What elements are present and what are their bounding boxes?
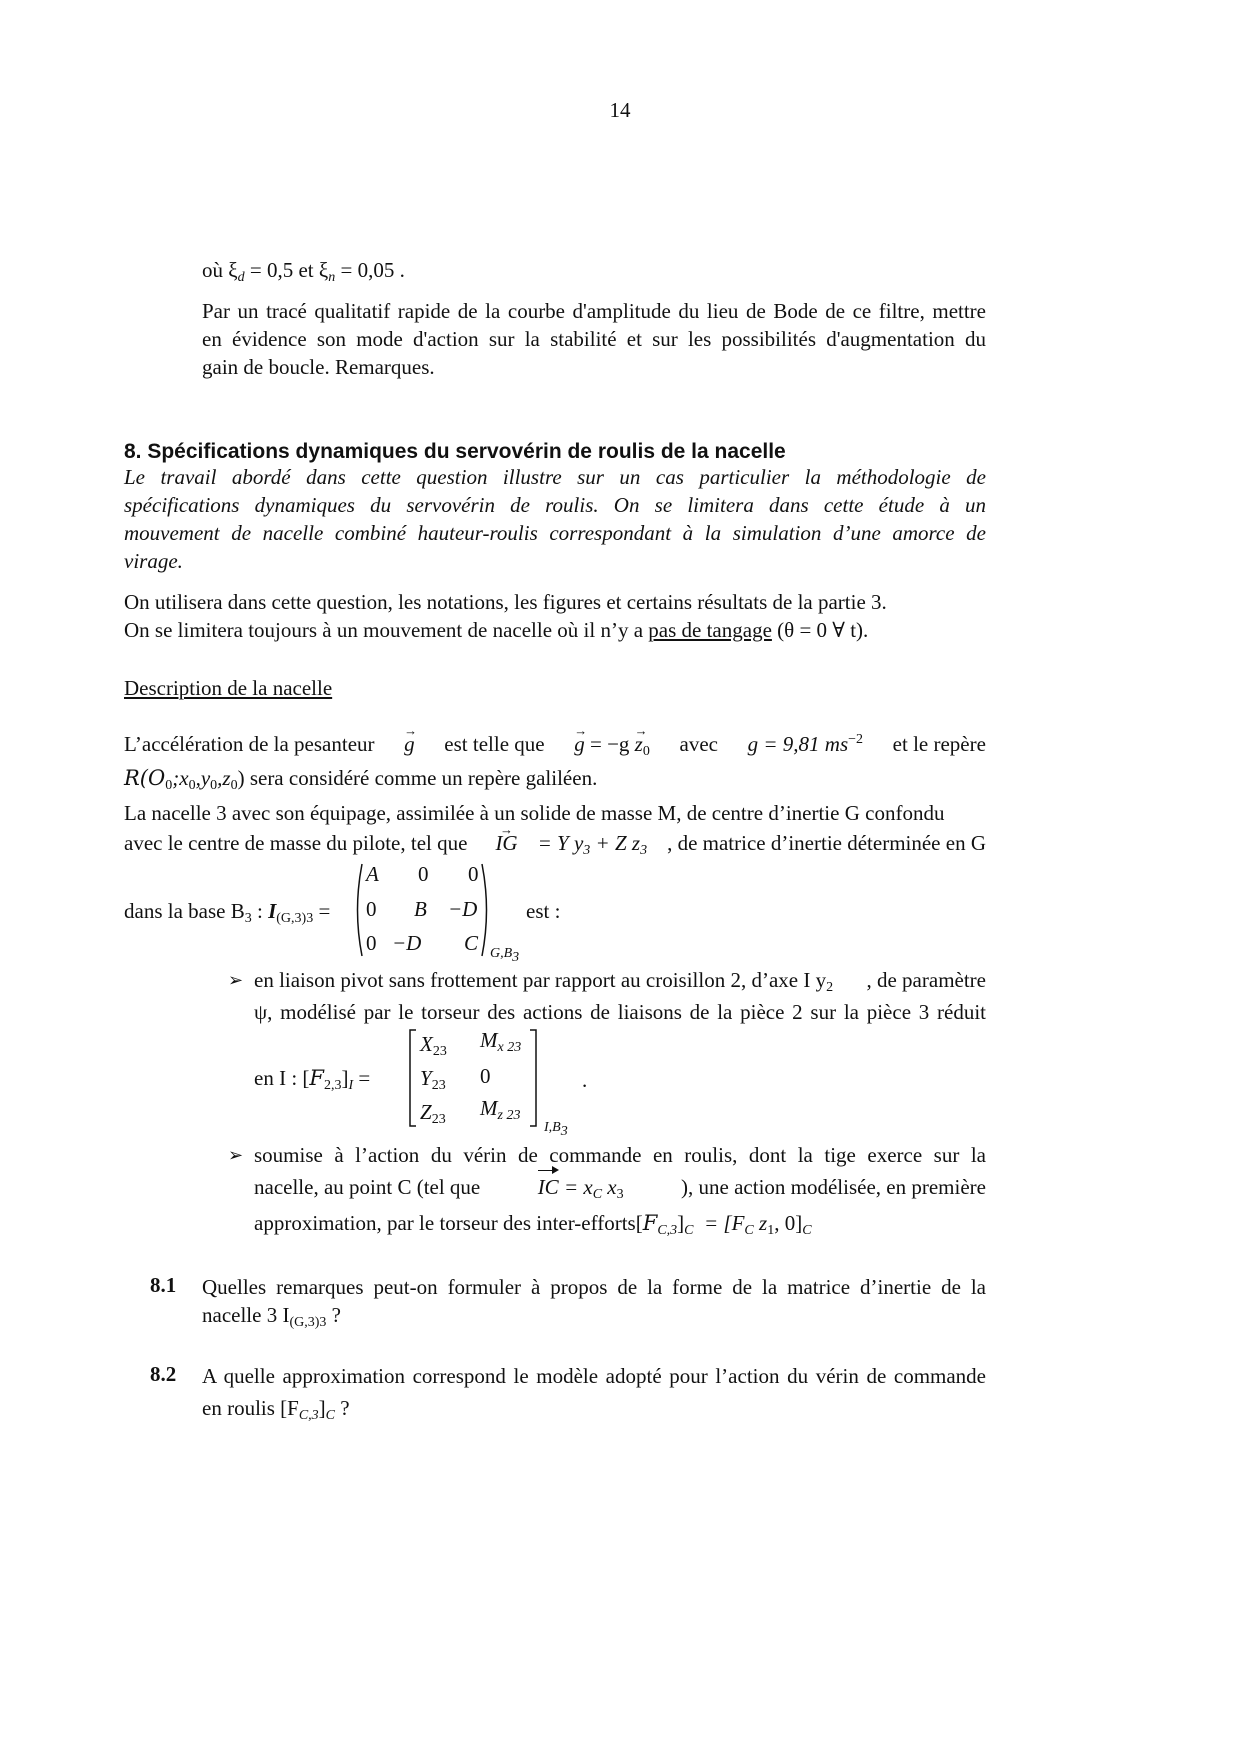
page-number: 14	[609, 98, 631, 122]
inertia-base-label: dans la base $B_3$ : $I_{(G,3)3}$ =	[124, 899, 331, 926]
reference-frame-line: $R(O_0;x_0,y_0,z_0)$ sera considéré comme un repère galiléen.	[124, 766, 598, 793]
inertia-matrix: A 0 0 0 B −D 0 −D C	[352, 862, 492, 958]
gravity-line: L’accélération de la pesanteur → g est telle que → $g = -g \to z_0$ avec g = 9,81 $ms^{-2}$ et le repère	[124, 730, 986, 758]
section-title: 8. Spécifications dynamiques du servovérin de roulis de la nacelle	[124, 440, 786, 463]
inertia-est: est :	[526, 899, 561, 923]
bullet-1-line-2: ψ, modélisé par le torseur des actions de liaisons de la pièce 2 sur la pièce 3 réduit	[254, 1000, 986, 1024]
notes-line-2: On se limitera toujours à un mouvement de nacelle où il n’y a pas de tangage (θ = 0 ∀ t).	[124, 618, 869, 642]
bullet-1-line-1: en liaison pivot sans frottement par rapport au croisillon 2, d’axe I $y_2$ , de paramètre	[254, 968, 986, 995]
question-number: 8.2	[150, 1362, 177, 1386]
description-heading: Description de la nacelle	[124, 676, 333, 700]
nacelle-line-1: La nacelle 3 avec son équipage, assimilée à un solide de masse M, de centre d’inertie G confondu	[124, 801, 945, 825]
bullet-2-line-1: soumise à l’action du vérin de commande en roulis, dont la tige exerce sur la	[254, 1143, 986, 1167]
bullet-arrow-icon: ➢	[228, 970, 244, 990]
section-intro: Le travail abordé dans cette question illustre sur un cas particulier la méthodologie de spécifications dynamiques du servovérin de roulis. On se limitera dans cette étude à un mouvement de nacelle combiné hauteur-roulis correspondant à la simulation d’une amorce de virage.	[124, 465, 986, 573]
filter-question: Par un tracé qualitatif rapide de la courbe d'amplitude du lieu de Bode de ce filtre, mettre en évidence son mode d'action sur la stabilité et sur les possibilités d'augmentation du gain de boucle. Remarques.	[202, 299, 986, 379]
filter-damping-values: où $\xi_d = 0,5$ et $\xi_n = 0,05$ .	[202, 258, 405, 285]
bullet-1-line-3: en I : $[F_{2,3}]_I$ =	[254, 1066, 371, 1093]
notes-line-1: On utilisera dans cette question, les notations, les figures et certains résultats de la partie 3.	[124, 590, 887, 614]
question-number: 8.1	[150, 1273, 177, 1297]
torsor-matrix: $X_{23}$ $M_{x 23}$ $Y_{23}$ 0 $Z_{23}$ $M_{z 23}$	[408, 1028, 538, 1128]
bullet-2-line-3: approximation, par le torseur des inter-$efforts[F_{C,3}]_C = [F_C$ $z_1$, $0]_C$	[254, 1211, 812, 1238]
question-8-2: A quelle approximation correspond le modèle adopté pour l’action du vérin de commande en roulis $[F_{C,3}]_C$ ?	[202, 1364, 986, 1423]
torsor-period: .	[582, 1068, 588, 1092]
bullet-arrow-icon: ➢	[228, 1145, 244, 1165]
inertia-matrix-base: $G,B_3$	[490, 946, 520, 965]
torsor-base: $I,B_3$	[544, 1120, 568, 1139]
nacelle-line-2: avec le centre de masse du pilote, tel que → IG = Y $y_3 + Z$ $z_3$ , de matrice d’inertie déterminée en G	[124, 829, 986, 857]
question-8-1: Quelles remarques peut-on formuler à propos de la forme de la matrice d’inertie de la nacelle 3 $I_{(G,3)3}$ ?	[202, 1275, 986, 1330]
bullet-2-line-2: nacelle, au point C (tel que IC = $x_C$ $x_3$ ), une action modélisée, en première	[254, 1175, 986, 1202]
